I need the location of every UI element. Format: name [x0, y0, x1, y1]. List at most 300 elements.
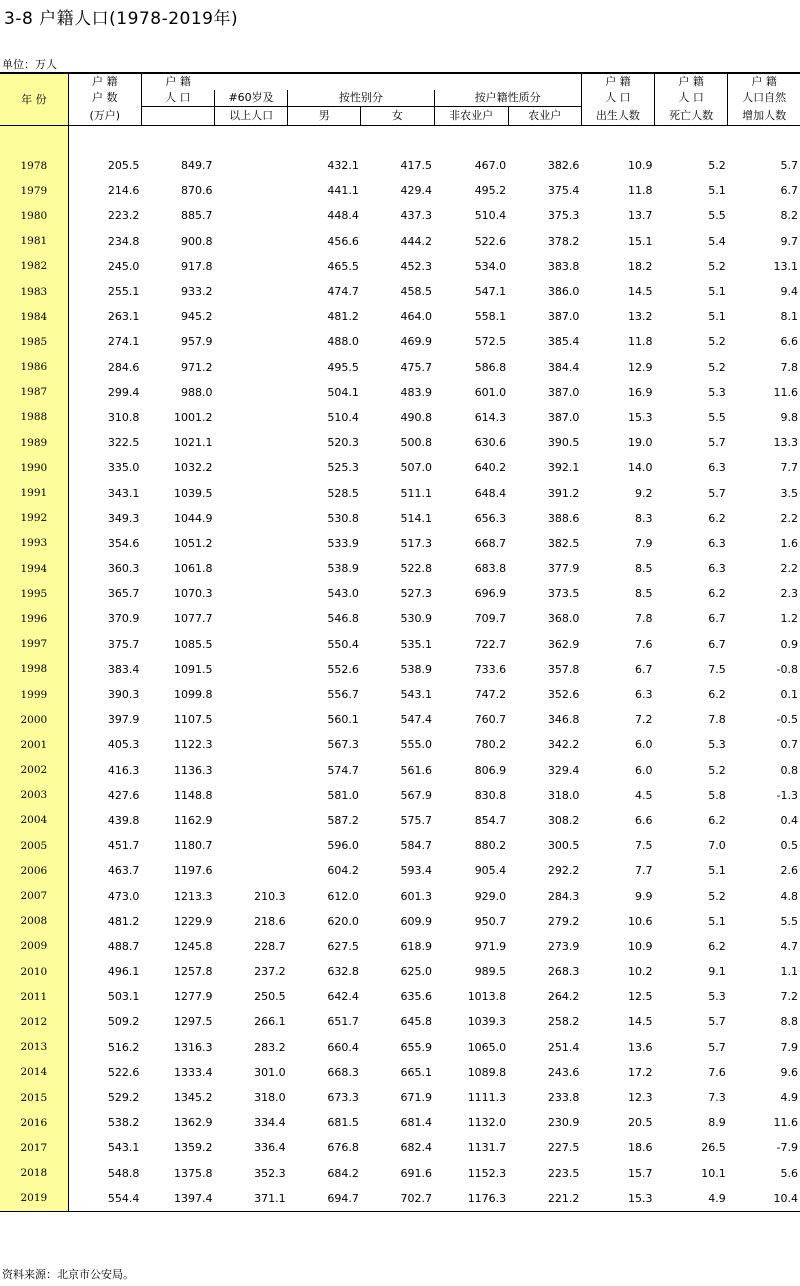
- cell-households: 383.4: [107, 662, 140, 676]
- cell-population: 1197.6: [174, 864, 213, 878]
- header-deaths-1: 户 籍: [655, 73, 728, 90]
- cell-age60: [215, 632, 288, 657]
- cell-male: 481.2: [327, 310, 359, 324]
- cell-year: 2014: [0, 1060, 68, 1085]
- cell-male: 627.5: [327, 939, 359, 953]
- cell-households: 554.4: [68, 1186, 141, 1212]
- cell-births: 10.2: [628, 965, 653, 979]
- cell-agri: 375.3: [547, 209, 580, 223]
- cell-female: 530.9: [400, 612, 433, 626]
- cell-deaths: 5.2: [708, 360, 726, 374]
- header-births-2: 人 口: [581, 90, 654, 107]
- cell-births: 6.3: [635, 688, 653, 702]
- table-row: [0, 455, 800, 480]
- cell-female: 593.4: [400, 864, 433, 878]
- cell-births: 6.0: [635, 738, 653, 752]
- cell-age60: 371.1: [215, 1186, 288, 1212]
- cell-natural: 0.4: [780, 813, 798, 827]
- cell-male: 673.3: [327, 1091, 359, 1105]
- cell-age60: [215, 581, 288, 606]
- cell-population: 1277.9: [174, 990, 213, 1004]
- cell-population: 988.0: [181, 385, 213, 399]
- cell-age60: [215, 178, 288, 203]
- cell-deaths: 10.1: [701, 1166, 726, 1180]
- cell-households: 427.6: [107, 788, 140, 802]
- cell-households: 245.0: [107, 259, 140, 273]
- cell-agri: 385.4: [547, 335, 580, 349]
- cell-male: 510.4: [327, 410, 359, 424]
- cell-age60: 283.2: [254, 1040, 286, 1054]
- cell-births: 7.5: [635, 839, 653, 853]
- cell-male: 581.0: [327, 788, 359, 802]
- cell-age60: 210.3: [254, 889, 286, 903]
- source-note: 资料来源：北京市公安局。: [2, 1268, 134, 1281]
- header-by-hukou: 按户籍性质分: [434, 90, 581, 107]
- cell-births: 15.3: [628, 410, 653, 424]
- cell-year: 1992: [0, 506, 68, 531]
- cell-natural: -0.5: [776, 713, 798, 727]
- cell-deaths: 6.2: [708, 511, 726, 525]
- cell-households: 370.9: [107, 612, 140, 626]
- cell-nonagri: 709.7: [474, 612, 507, 626]
- cell-agri: 386.0: [547, 285, 580, 299]
- cell-deaths: 8.9: [708, 1116, 726, 1130]
- cell-nonagri: 1132.0: [467, 1116, 507, 1130]
- cell-age60: [215, 153, 288, 178]
- cell-age60: [215, 254, 288, 279]
- cell-births: 20.5: [628, 1116, 653, 1130]
- cell-male: 448.4: [327, 209, 359, 223]
- cell-deaths: 5.2: [708, 259, 726, 273]
- cell-population: 933.2: [181, 285, 213, 299]
- table-row: [0, 380, 800, 405]
- cell-households: 516.2: [107, 1040, 140, 1054]
- cell-natural: 11.6: [773, 385, 798, 399]
- cell-year: 1981: [0, 229, 68, 254]
- table-row: [0, 556, 800, 581]
- cell-natural: 11.6: [773, 1116, 798, 1130]
- cell-agri: 346.8: [547, 713, 580, 727]
- cell-agri: 342.2: [547, 738, 580, 752]
- cell-deaths: 6.3: [708, 562, 726, 576]
- cell-year: 2013: [0, 1035, 68, 1060]
- cell-deaths: 6.7: [708, 612, 726, 626]
- cell-male: 560.1: [327, 713, 359, 727]
- cell-age60: 318.0: [254, 1091, 286, 1105]
- cell-male: 567.3: [327, 738, 359, 752]
- cell-births: 10.9: [628, 939, 653, 953]
- cell-year: 2009: [0, 934, 68, 959]
- cell-nonagri: 558.1: [474, 310, 507, 324]
- table-row: [0, 304, 800, 329]
- cell-year: 2000: [0, 707, 68, 732]
- cell-male: 528.5: [327, 486, 359, 500]
- cell-births: 12.5: [628, 990, 653, 1004]
- cell-population: 1229.9: [174, 914, 213, 928]
- cell-deaths: 26.5: [701, 1141, 726, 1155]
- cell-births: 13.6: [628, 1040, 653, 1054]
- cell-households: 488.7: [107, 939, 140, 953]
- cell-births: 9.9: [635, 889, 653, 903]
- cell-male: 533.9: [327, 536, 359, 550]
- cell-population: 885.7: [181, 209, 213, 223]
- cell-natural: 8.8: [780, 1015, 798, 1029]
- cell-nonagri: 989.5: [474, 965, 507, 979]
- cell-year: 2010: [0, 959, 68, 984]
- cell-male: 620.0: [327, 914, 359, 928]
- cell-agri: 373.5: [547, 587, 580, 601]
- table-row: [0, 1110, 800, 1135]
- cell-age60: [215, 758, 288, 783]
- cell-deaths: 4.9: [655, 1186, 728, 1212]
- cell-female: 437.3: [400, 209, 433, 223]
- cell-female: 645.8: [400, 1015, 433, 1029]
- cell-natural: 9.7: [780, 234, 798, 248]
- cell-age60: 352.3: [254, 1166, 286, 1180]
- cell-natural: -7.9: [776, 1141, 798, 1155]
- cell-male: 432.1: [327, 159, 359, 173]
- cell-nonagri: 929.0: [474, 889, 507, 903]
- cell-natural: 2.3: [780, 587, 798, 601]
- cell-population: 870.6: [181, 184, 213, 198]
- cell-deaths: 5.3: [708, 738, 726, 752]
- cell-natural: 0.9: [780, 637, 798, 651]
- cell-nonagri: 880.2: [474, 839, 507, 853]
- cell-female: 665.1: [400, 1065, 433, 1079]
- table-row: [0, 405, 800, 430]
- cell-female: 561.6: [400, 763, 433, 777]
- cell-nonagri: 522.6: [474, 234, 507, 248]
- cell-natural: 9.4: [780, 285, 798, 299]
- cell-households: 223.2: [107, 209, 140, 223]
- cell-deaths: 6.3: [708, 461, 726, 475]
- header-households-2: 户 数: [91, 91, 118, 105]
- cell-natural: 0.1: [780, 688, 798, 702]
- cell-agri: 233.8: [547, 1091, 580, 1105]
- cell-natural: 2.6: [780, 864, 798, 878]
- table-row: [0, 758, 800, 783]
- cell-female: 635.6: [400, 990, 433, 1004]
- header-year: 年 份: [0, 73, 68, 126]
- cell-year: 1989: [0, 430, 68, 455]
- cell-births: 17.2: [628, 1065, 653, 1079]
- table-row: [0, 1161, 800, 1186]
- cell-male: 694.7: [288, 1186, 361, 1212]
- cell-deaths: 5.2: [708, 335, 726, 349]
- cell-births: 12.9: [628, 360, 653, 374]
- cell-population: 1257.8: [174, 965, 213, 979]
- cell-natural: 4.9: [780, 1091, 798, 1105]
- cell-female: 575.7: [400, 813, 433, 827]
- cell-year: 1999: [0, 682, 68, 707]
- cell-female: 511.1: [400, 486, 433, 500]
- cell-births: 13.7: [628, 209, 653, 223]
- cell-nonagri: 467.0: [474, 159, 507, 173]
- cell-deaths: 6.3: [708, 536, 726, 550]
- cell-age60: [215, 480, 288, 505]
- cell-nonagri: 495.2: [474, 184, 507, 198]
- cell-households: 349.3: [107, 511, 140, 525]
- cell-age60: 336.4: [254, 1141, 286, 1155]
- cell-year: 1996: [0, 606, 68, 631]
- cell-year: 1990: [0, 455, 68, 480]
- cell-natural: 10.4: [728, 1186, 800, 1212]
- cell-female: 469.9: [400, 335, 433, 349]
- cell-nonagri: 747.2: [474, 688, 507, 702]
- cell-households: 451.7: [107, 839, 140, 853]
- cell-male: 465.5: [327, 259, 359, 273]
- cell-births: 16.9: [628, 385, 653, 399]
- cell-households: 299.4: [107, 385, 140, 399]
- header-households-1: 户 籍: [68, 73, 141, 90]
- header-population-2: 人 口: [141, 90, 214, 107]
- cell-nonagri: 614.3: [474, 410, 507, 424]
- cell-population: 1375.8: [174, 1166, 213, 1180]
- cell-male: 525.3: [327, 461, 359, 475]
- cell-age60: [215, 355, 288, 380]
- table-row: [0, 1186, 800, 1212]
- cell-deaths: 6.2: [708, 813, 726, 827]
- cell-nonagri: 683.8: [474, 562, 507, 576]
- cell-population: 1297.5: [174, 1015, 213, 1029]
- cell-births: 10.9: [628, 159, 653, 173]
- table-row: [0, 732, 800, 757]
- cell-nonagri: 534.0: [474, 259, 507, 273]
- table-row: [0, 178, 800, 203]
- cell-female: 458.5: [400, 285, 433, 299]
- cell-male: 543.0: [327, 587, 359, 601]
- cell-nonagri: 806.9: [474, 763, 507, 777]
- cell-births: 18.6: [628, 1141, 653, 1155]
- cell-deaths: 6.7: [708, 637, 726, 651]
- cell-female: 681.4: [400, 1116, 433, 1130]
- cell-female: 609.9: [400, 914, 433, 928]
- header-age60-1: #60岁及: [215, 90, 288, 107]
- cell-year: 1983: [0, 279, 68, 304]
- header-deaths-3: 死亡人数: [655, 107, 728, 126]
- cell-female: 444.2: [400, 234, 433, 248]
- cell-male: 504.1: [327, 385, 359, 399]
- cell-nonagri: 572.5: [474, 335, 507, 349]
- cell-male: 668.3: [327, 1065, 359, 1079]
- table-row: [0, 1085, 800, 1110]
- cell-agri: 268.3: [547, 965, 580, 979]
- cell-male: 552.6: [327, 662, 359, 676]
- cell-nonagri: 1131.7: [467, 1141, 507, 1155]
- cell-births: 6.0: [635, 763, 653, 777]
- cell-nonagri: 656.3: [474, 511, 507, 525]
- cell-age60: 266.1: [254, 1015, 286, 1029]
- cell-age60: [215, 707, 288, 732]
- cell-male: 441.1: [327, 184, 359, 198]
- header-age60-2: 以上人口: [215, 107, 288, 126]
- cell-population: 1021.1: [174, 436, 213, 450]
- header-households-3: (万户): [68, 107, 141, 126]
- cell-deaths: 5.2: [708, 159, 726, 173]
- table-row: [0, 229, 800, 254]
- cell-agri: 377.9: [547, 562, 580, 576]
- cell-year: 1987: [0, 380, 68, 405]
- cell-population: 1245.8: [174, 939, 213, 953]
- cell-male: 546.8: [327, 612, 359, 626]
- cell-agri: 300.5: [547, 839, 580, 853]
- cell-natural: 13.3: [773, 436, 798, 450]
- cell-households: 529.2: [107, 1091, 140, 1105]
- table-row: [0, 959, 800, 984]
- cell-households: 439.8: [107, 813, 140, 827]
- cell-natural: 8.1: [780, 310, 798, 324]
- cell-population: 1397.4: [141, 1186, 214, 1212]
- cell-births: 6.6: [635, 813, 653, 827]
- table-row: [0, 430, 800, 455]
- cell-nonagri: 733.6: [474, 662, 507, 676]
- cell-female: 682.4: [400, 1141, 433, 1155]
- cell-female: 517.3: [400, 536, 433, 550]
- cell-deaths: 7.6: [708, 1065, 726, 1079]
- cell-year: 2019: [0, 1186, 68, 1212]
- cell-natural: -1.3: [776, 788, 798, 802]
- cell-households: 416.3: [107, 763, 140, 777]
- cell-natural: 7.2: [780, 990, 798, 1004]
- cell-population: 1107.5: [174, 713, 213, 727]
- cell-nonagri: 601.0: [474, 385, 507, 399]
- cell-female: 547.4: [400, 713, 433, 727]
- cell-natural: 6.7: [780, 184, 798, 198]
- cell-age60: [215, 833, 288, 858]
- cell-deaths: 6.2: [708, 939, 726, 953]
- cell-population: 1333.4: [174, 1065, 213, 1079]
- cell-natural: 6.6: [780, 335, 798, 349]
- cell-year: 2001: [0, 732, 68, 757]
- cell-population: 945.2: [181, 310, 213, 324]
- cell-age60: [215, 229, 288, 254]
- cell-female: 618.9: [400, 939, 433, 953]
- cell-year: 2007: [0, 883, 68, 908]
- header-deaths-2: 人 口: [655, 90, 728, 107]
- cell-deaths: 5.1: [708, 914, 726, 928]
- table-row: [0, 657, 800, 682]
- cell-male: 550.4: [327, 637, 359, 651]
- cell-natural: 4.8: [780, 889, 798, 903]
- cell-births: 7.6: [635, 637, 653, 651]
- cell-year: 1986: [0, 355, 68, 380]
- cell-nonagri: 854.7: [474, 813, 507, 827]
- cell-agri: 362.9: [547, 637, 580, 651]
- cell-male: 538.9: [327, 562, 359, 576]
- cell-female: 625.0: [400, 965, 433, 979]
- cell-households: 375.7: [107, 637, 140, 651]
- cell-female: 535.1: [400, 637, 433, 651]
- cell-households: 205.5: [107, 159, 140, 173]
- cell-population: 849.7: [181, 159, 213, 173]
- cell-age60: [215, 783, 288, 808]
- population-table-wrap: [0, 72, 800, 1212]
- header-natural-3: 增加人数: [728, 107, 800, 126]
- cell-age60: 301.0: [254, 1065, 286, 1079]
- cell-natural: 5.5: [780, 914, 798, 928]
- cell-male: 681.5: [327, 1116, 359, 1130]
- cell-male: 574.7: [327, 763, 359, 777]
- cell-natural: 9.8: [780, 410, 798, 424]
- cell-female: 475.7: [400, 360, 433, 374]
- cell-nonagri: 648.4: [474, 486, 507, 500]
- cell-year: 1994: [0, 556, 68, 581]
- cell-households: 538.2: [107, 1116, 140, 1130]
- cell-natural: 0.5: [780, 839, 798, 853]
- cell-female: 601.3: [400, 889, 433, 903]
- cell-age60: [215, 657, 288, 682]
- cell-natural: 0.7: [780, 738, 798, 752]
- table-row: [0, 1135, 800, 1160]
- cell-population: 1213.3: [174, 889, 213, 903]
- cell-nonagri: 950.7: [474, 914, 507, 928]
- cell-agri: 387.0: [547, 410, 580, 424]
- cell-age60: [215, 531, 288, 556]
- cell-age60: 228.7: [254, 939, 286, 953]
- cell-deaths: 5.1: [708, 310, 726, 324]
- cell-agri: 227.5: [547, 1141, 580, 1155]
- cell-agri: 318.0: [547, 788, 580, 802]
- cell-female: 490.8: [400, 410, 433, 424]
- cell-births: 7.8: [635, 612, 653, 626]
- cell-deaths: 7.0: [708, 839, 726, 853]
- cell-natural: 2.2: [780, 511, 798, 525]
- cell-nonagri: 510.4: [474, 209, 507, 223]
- cell-births: 15.3: [581, 1186, 654, 1212]
- cell-year: 1998: [0, 657, 68, 682]
- table-row: [0, 153, 800, 178]
- cell-agri: 391.2: [547, 486, 580, 500]
- cell-households: 322.5: [107, 436, 140, 450]
- cell-households: 234.8: [107, 234, 140, 248]
- header-agri: 农业户: [508, 107, 581, 126]
- cell-nonagri: 1065.0: [467, 1040, 507, 1054]
- cell-male: 456.6: [327, 234, 359, 248]
- cell-year: 2004: [0, 808, 68, 833]
- cell-male: 495.5: [327, 360, 359, 374]
- cell-female: 538.9: [400, 662, 433, 676]
- cell-agri: 243.6: [547, 1065, 580, 1079]
- cell-households: 509.2: [107, 1015, 140, 1029]
- table-row: [0, 1060, 800, 1085]
- table-row: [0, 606, 800, 631]
- cell-households: 360.3: [107, 562, 140, 576]
- cell-agri: 284.3: [547, 889, 580, 903]
- header-births-1: 户 籍: [581, 73, 654, 90]
- cell-deaths: 5.5: [708, 410, 726, 424]
- cell-natural: 8.2: [780, 209, 798, 223]
- cell-year: 1978: [0, 153, 68, 178]
- cell-year: 2002: [0, 758, 68, 783]
- cell-natural: 2.2: [780, 562, 798, 576]
- cell-households: 255.1: [107, 285, 140, 299]
- cell-households: 522.6: [107, 1065, 140, 1079]
- cell-households: 390.3: [107, 688, 140, 702]
- header-natural-1: 户 籍: [728, 73, 800, 90]
- cell-nonagri: 905.4: [474, 864, 507, 878]
- cell-year: 1979: [0, 178, 68, 203]
- cell-male: 587.2: [327, 813, 359, 827]
- cell-male: 642.4: [327, 990, 359, 1004]
- cell-deaths: 5.7: [708, 1040, 726, 1054]
- cell-deaths: 5.1: [708, 184, 726, 198]
- table-row: [0, 858, 800, 883]
- cell-natural: 7.8: [780, 360, 798, 374]
- cell-births: 14.5: [628, 285, 653, 299]
- cell-births: 8.5: [635, 562, 653, 576]
- table-row: [0, 1009, 800, 1034]
- cell-population: 1032.2: [174, 461, 213, 475]
